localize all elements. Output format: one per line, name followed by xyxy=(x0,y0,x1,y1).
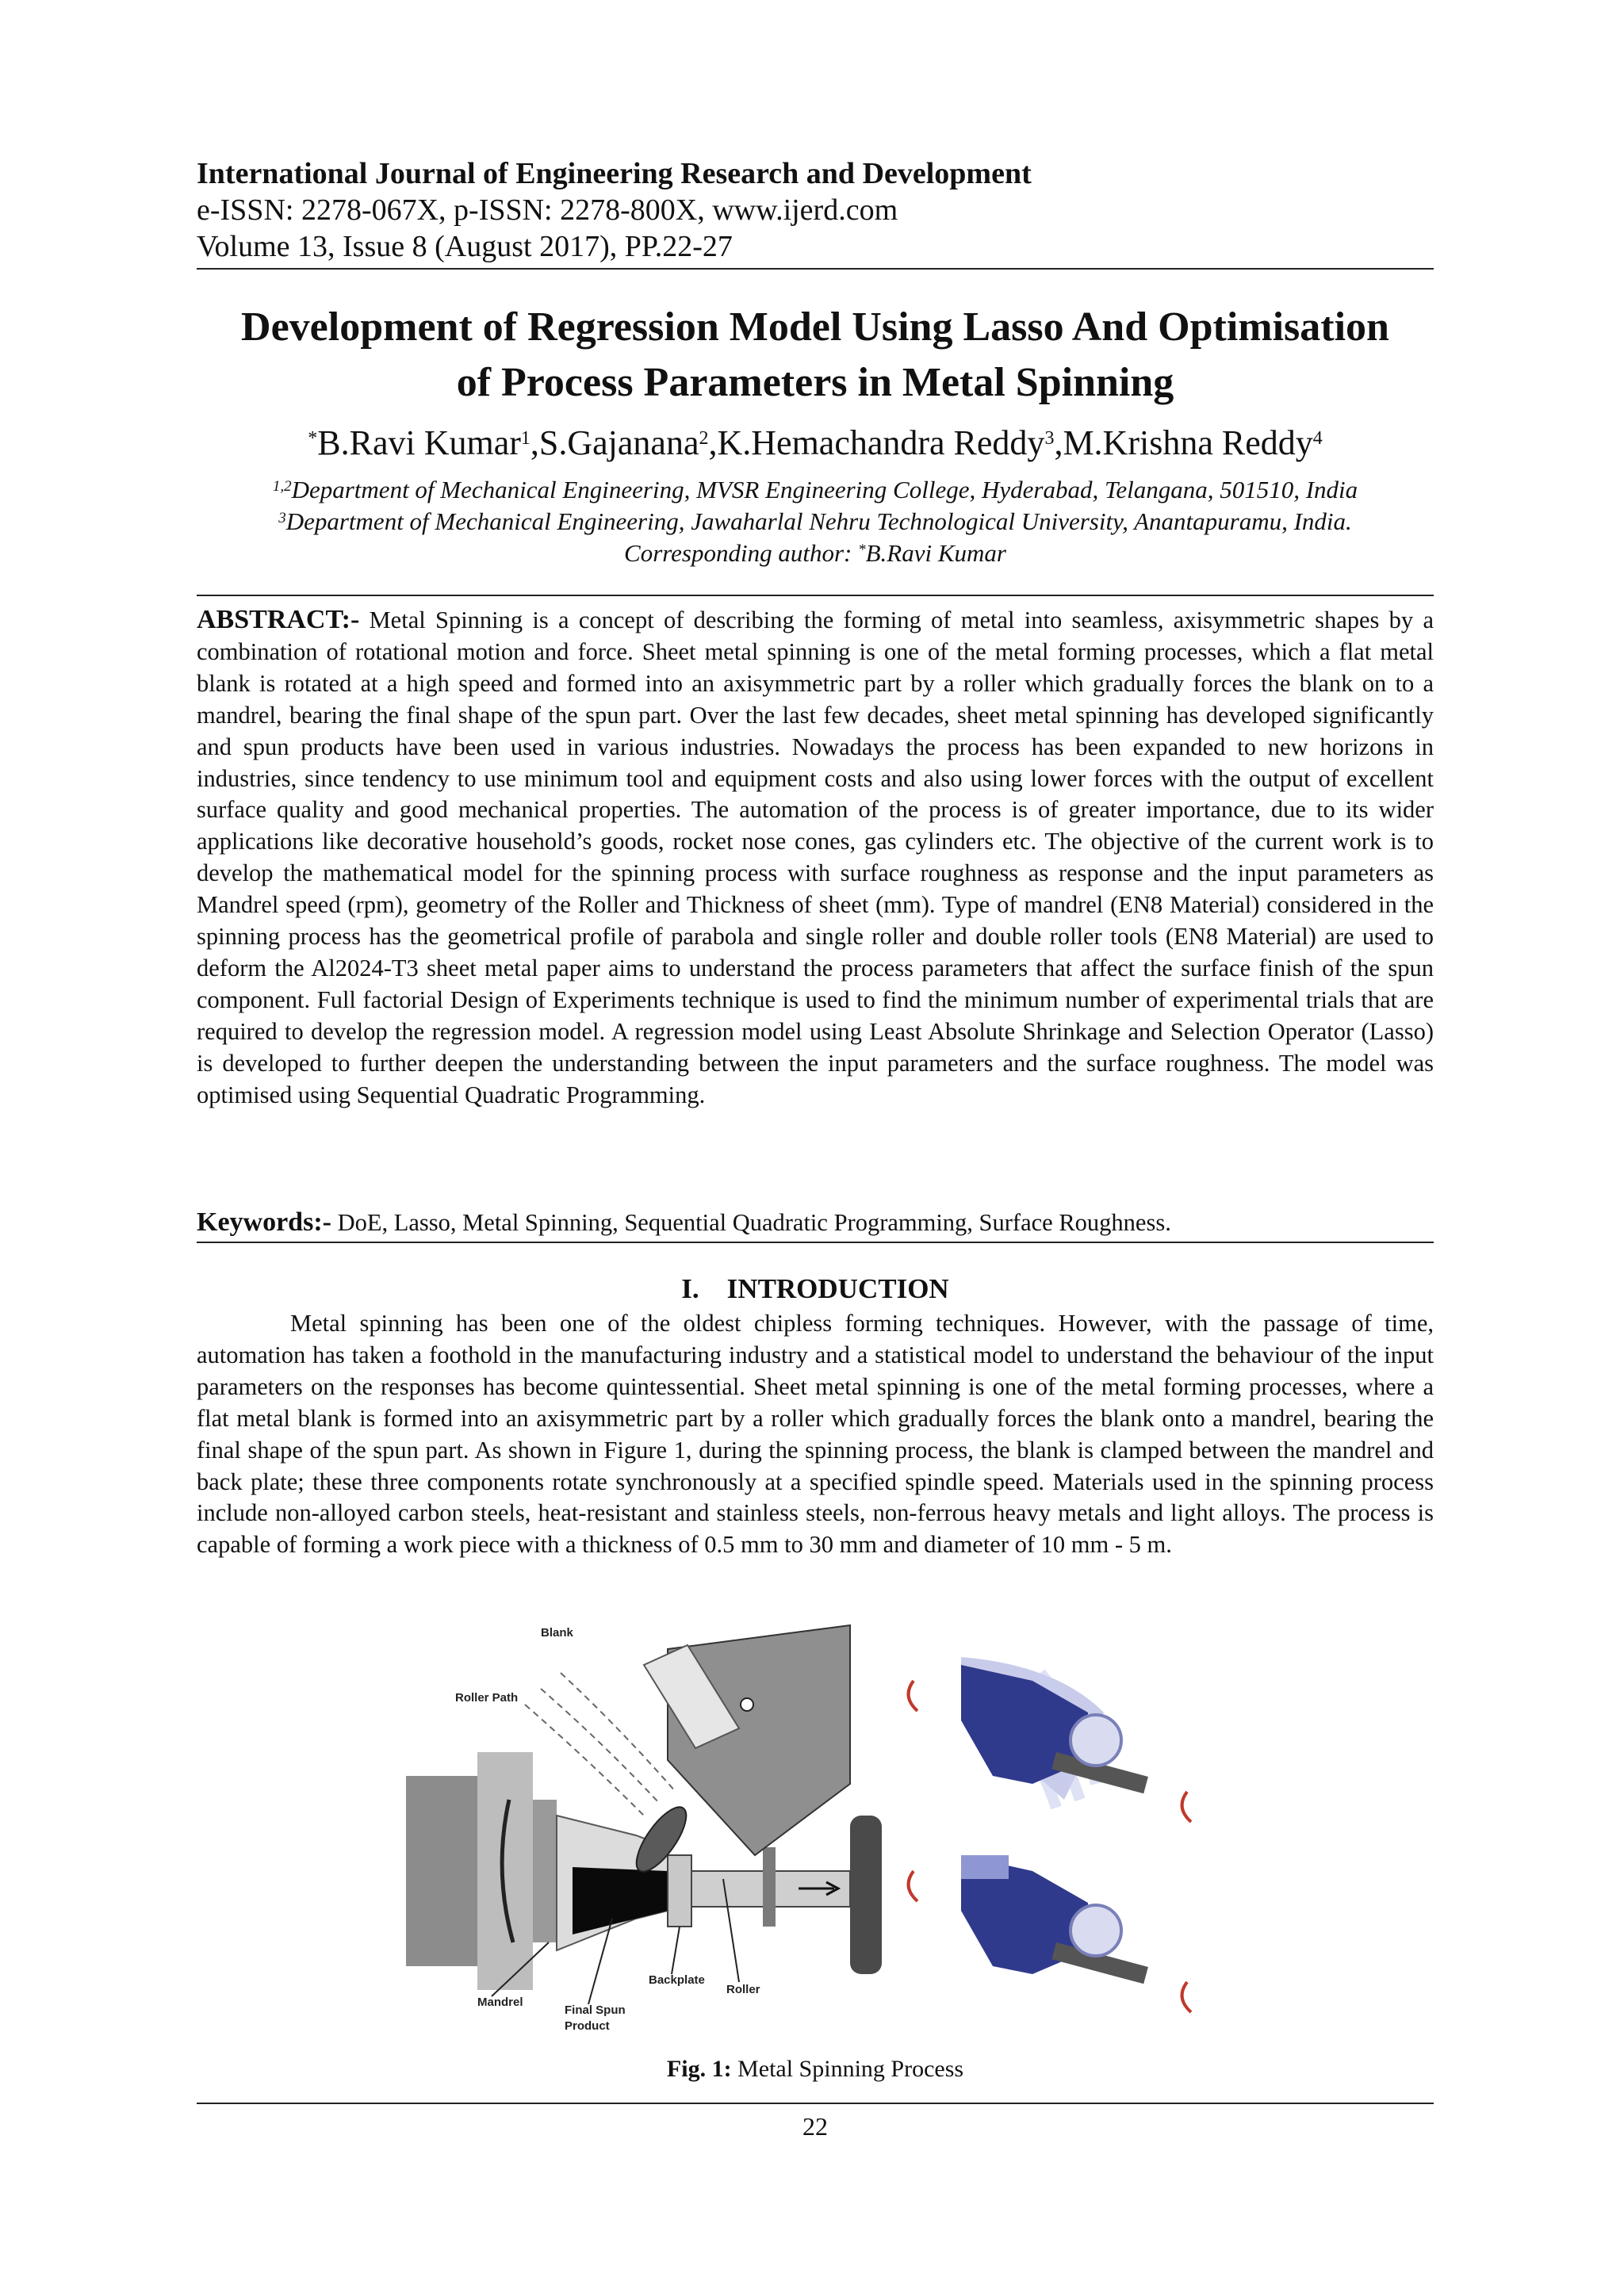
label-product: Product xyxy=(565,2019,610,2033)
paper-title xyxy=(197,300,1434,411)
affiliation-1-sup: 1,2 xyxy=(272,478,292,495)
figure-caption-label: Fig. 1: xyxy=(666,2056,732,2082)
corresponding-author xyxy=(197,538,1434,569)
section-heading-introduction: I. INTRODUCTION xyxy=(681,1273,949,1304)
affiliation-1 xyxy=(197,474,1434,506)
page-number: 22 xyxy=(802,2112,828,2141)
journal-header xyxy=(197,155,1434,265)
footer-rule xyxy=(197,2103,1434,2104)
author-list xyxy=(197,422,1434,465)
author-1: B.Ravi Kumar xyxy=(317,423,521,462)
corresponding-author-mark: * xyxy=(858,541,866,558)
affiliation-2-text: Department of Mechanical Engineering, Jawaharlal Nehru Technological University, Anantapuramu, India. xyxy=(285,507,1352,535)
issn-line: e-ISSN: 2278-067X, p-ISSN: 2278-800X, www.ijerd.com xyxy=(197,193,898,227)
corresponding-mark: * xyxy=(308,428,318,449)
header-rule xyxy=(197,268,1434,270)
abstract-text: Metal Spinning is a concept of describing the forming of metal into seamless, axisymmetric shapes by a combination of rotational motion and force. Sheet metal spinning is one of the metal forming processes, which a flat metal blank is rotated at a high speed and formed into an axisymmetric part by a roller which gradually forces the blank on to a mandrel, bearing the final shape of the spun part. Over the last few decades, sheet metal spinning has developed significantly and spun products have been used in various industries. Nowadays the process has been expanded to new horizons in industries, since tendency to use minimum tool and equipment costs and also using lower forces with the output of excellent surface quality and good mechanical properties. The automation of the process is of greater importance, due to its wider applications like decorative household’s goods, rocket nose cones, gas cylinders etc. The objective of the current work is to develop the mathematical model for the spinning process with surface roughness as response and the input parameters as Mandrel speed (rpm), geometry of the Roller and Thickness of sheet (mm). Type of mandrel (EN8 Material) considered in the spinning process has the geometrical profile of parabola and single roller and double roller tools (EN8 Material) are used to deform the Al2024-T3 sheet metal paper aims to understand the process parameters that affect the surface finish of the spun component. Full factorial Design of Experiments technique is used to find the minimum number of experimental trials that are required to develop the regression model. A regression model using Least Absolute Shrinkage and Selection Operator (Lasso) is developed to further deepen the understanding between the input parameters and the surface roughness. The model was optimised using Sequential Quadratic Programming. xyxy=(197,607,1434,1108)
abstract xyxy=(197,604,1434,1112)
figure-1 xyxy=(406,1617,1231,2053)
author-4: ,M.Krishna Reddy xyxy=(1054,423,1313,462)
author-3-affil: 3 xyxy=(1044,428,1055,449)
label-mandrel: Mandrel xyxy=(477,1996,523,2009)
affiliation-2 xyxy=(197,506,1434,538)
corresponding-prefix: Corresponding author: xyxy=(624,539,859,567)
author-2-affil: 2 xyxy=(699,428,709,449)
author-4-affil: 4 xyxy=(1312,428,1323,449)
affiliation-1-text: Department of Mechanical Engineering, MVSR Engineering College, Hyderabad, Telangana, 501510, India xyxy=(291,476,1358,503)
abstract-top-rule xyxy=(197,595,1434,596)
corresponding-name: B.Ravi Kumar xyxy=(865,539,1006,567)
figure-caption xyxy=(197,2053,1434,2085)
introduction-text: Metal spinning has been one of the oldest chipless forming techniques. However, with the passage of time, automation has taken a foothold in the manufacturing industry and a statistical model to understand the behaviour of the input parameters on the responses has become quintessential. Sheet metal spinning is one of the metal forming processes, where a flat metal blank is formed into an axisymmetric part by a roller which gradually forces the blank onto a mandrel, bearing the final shape of the spun part. As shown in Figure 1, during the spinning process, the blank is clamped between the mandrel and back plate; these three components rotate synchronously at a specified spindle speed. Materials used in the spinning process include non-alloyed carbon steels, heat-resistant and stainless steels, non-ferrous heavy metals and light alloys. The process is capable of forming a work piece with a thickness of 0.5 mm to 30 mm and diameter of 10 mm - 5 m. xyxy=(197,1310,1434,1559)
label-blank: Blank xyxy=(541,1626,573,1640)
label-final-spun: Final Spun xyxy=(565,2003,626,2017)
title-line-1: Development of Regression Model Using Lasso And Optimisation xyxy=(241,304,1389,350)
author-1-affil: 1 xyxy=(520,428,530,449)
paper-page xyxy=(197,0,1434,2296)
keywords-text: DoE, Lasso, Metal Spinning, Sequential Quadratic Programming, Surface Roughness. xyxy=(331,1209,1171,1236)
label-roller-path: Roller Path xyxy=(455,1691,519,1705)
label-roller: Roller xyxy=(726,1983,760,1996)
label-backplate: Backplate xyxy=(649,1973,705,1987)
keywords xyxy=(197,1207,1434,1238)
keywords-rule xyxy=(197,1242,1434,1243)
roller-tool-render-bottom xyxy=(909,1855,1191,2012)
affiliation-2-sup: 3 xyxy=(278,510,286,526)
author-3: ,K.Hemachandra Reddy xyxy=(708,423,1045,462)
title-line-2: of Process Parameters in Metal Spinning xyxy=(456,360,1174,405)
metal-spinning-illustration xyxy=(406,1617,1231,2053)
abstract-label: ABSTRACT:- xyxy=(197,605,360,634)
roller-tool-render-top xyxy=(909,1657,1191,1822)
author-2: ,S.Gajanana xyxy=(530,423,699,462)
figure-caption-text: Metal Spinning Process xyxy=(731,2056,964,2082)
journal-name: International Journal of Engineering Research and Development xyxy=(197,157,1032,190)
keywords-label: Keywords:- xyxy=(197,1207,331,1237)
volume-line: Volume 13, Issue 8 (August 2017), PP.22-27 xyxy=(197,230,733,263)
